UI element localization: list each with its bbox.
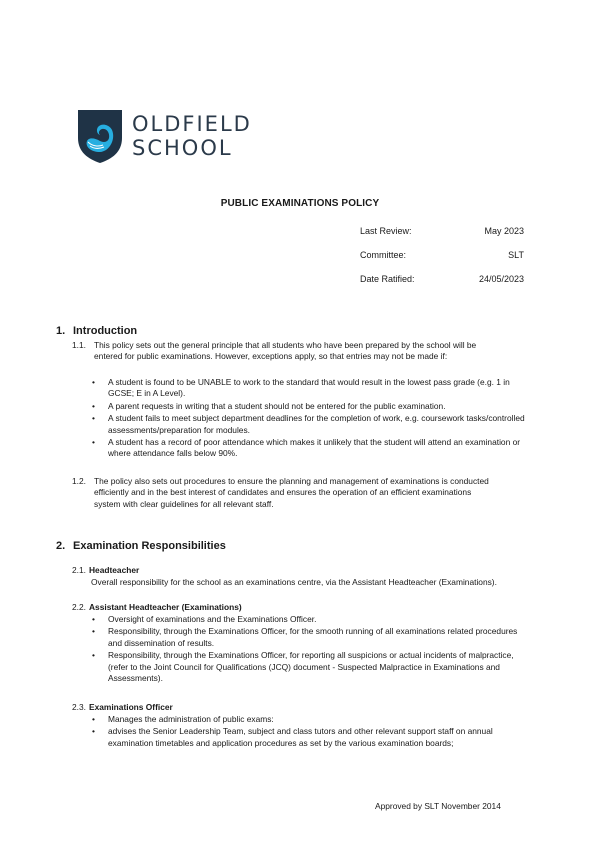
section-heading-examination-responsibilities: [56, 540, 226, 552]
paragraph-text: efficiently and in the best interest of candidates and ensures the operation of an efficient examinations: [94, 487, 472, 498]
meta-row-last-review: [360, 226, 524, 250]
list-item: • Responsibility, through the Examinations Officer, for the smooth running of all examinations related procedures and dissemination of results.: [92, 626, 532, 649]
meta-value: May 2023: [484, 226, 524, 236]
paragraph-text: entered for public examinations. However, exceptions apply, so that entries may not be made if:: [94, 351, 448, 362]
list-item: • Oversight of examinations and the Examinations Officer.: [92, 614, 532, 625]
meta-label: Committee:: [360, 250, 407, 260]
list-item: • Manages the administration of public exams:: [92, 714, 532, 725]
subsection-heading-assistant-headteacher: [72, 602, 242, 612]
headteacher-text: Overall responsibility for the school as an examinations centre, via the Assistant Headteacher (Examinations).: [91, 577, 497, 587]
list-item: • Responsibility, through the Examinations Officer, for reporting all suspicions or actual incidents of malpractice, (refer to the Joint Council for Qualifications (JCQ) document - Suspected Malpractice in Examinations and Assessments).: [92, 650, 532, 684]
school-logo: [76, 108, 252, 164]
paragraph-text: The policy also sets out procedures to ensure the planning and management of examinations is conducted: [94, 476, 489, 486]
subsection-number: 2.1.: [72, 565, 86, 575]
paragraph-1-2: [72, 476, 532, 510]
subsection-number: 2.2.: [72, 602, 86, 612]
section-number: 2.: [56, 540, 66, 552]
section-heading-introduction: [56, 325, 137, 337]
meta-label: Date Ratified:: [360, 274, 415, 284]
paragraph-number: 1.1.: [72, 340, 86, 350]
examinations-officer-list: [92, 714, 532, 750]
paragraph-text: This policy sets out the general principle that all students who have been prepared by the school will be: [94, 340, 477, 350]
school-name: [132, 111, 252, 160]
subsection-title: Assistant Headteacher (Examinations): [89, 602, 242, 612]
exception-list: [92, 377, 532, 461]
list-item: • A parent requests in writing that a student should not be entered for the public examination.: [92, 401, 532, 412]
subsection-number: 2.3.: [72, 702, 86, 712]
meta-row-committee: [360, 250, 524, 274]
subsection-heading-headteacher: [72, 565, 139, 575]
paragraph-number: 1.2.: [72, 476, 86, 486]
list-item: • advises the Senior Leadership Team, subject and class tutors and other relevant support staff on annual examination timetables and application procedures as set by the various examination boards;: [92, 726, 532, 749]
section-title: Introduction: [73, 325, 138, 337]
subsection-title: Headteacher: [89, 565, 140, 575]
school-name-line1: OLDFIELD: [132, 111, 252, 136]
paragraph-1-1: [72, 340, 532, 363]
paragraph-text: system with clear guidelines for all relevant staff.: [94, 498, 274, 509]
approval-footer: Approved by SLT November 2014: [375, 801, 501, 811]
document-title: PUBLIC EXAMINATIONS POLICY: [220, 198, 380, 209]
list-item: • A student is found to be UNABLE to work to the standard that would result in the lowest pass grade (e.g. 1 in GCSE; E in A Level).: [92, 377, 532, 400]
section-number: 1.: [56, 325, 66, 337]
subsection-heading-examinations-officer: [72, 702, 173, 712]
subsection-title: Examinations Officer: [89, 702, 173, 712]
meta-value: SLT: [508, 250, 524, 260]
list-item: • A student has a record of poor attendance which makes it unlikely that the student will attend an examination or where attendance falls below 90%.: [92, 437, 532, 460]
review-details: [360, 226, 524, 298]
school-name-line2: SCHOOL: [132, 135, 233, 160]
meta-row-date-ratified: [360, 274, 524, 298]
meta-label: Last Review:: [360, 226, 412, 236]
section-title: Examination Responsibilities: [73, 540, 226, 552]
swan-shield-icon: [76, 108, 124, 164]
assistant-headteacher-list: [92, 614, 532, 685]
list-item: • A student fails to meet subject department deadlines for the completion of work, e.g. coursework tasks/controlled assessments/preparation for modules.: [92, 413, 532, 436]
meta-value: 24/05/2023: [478, 274, 524, 284]
